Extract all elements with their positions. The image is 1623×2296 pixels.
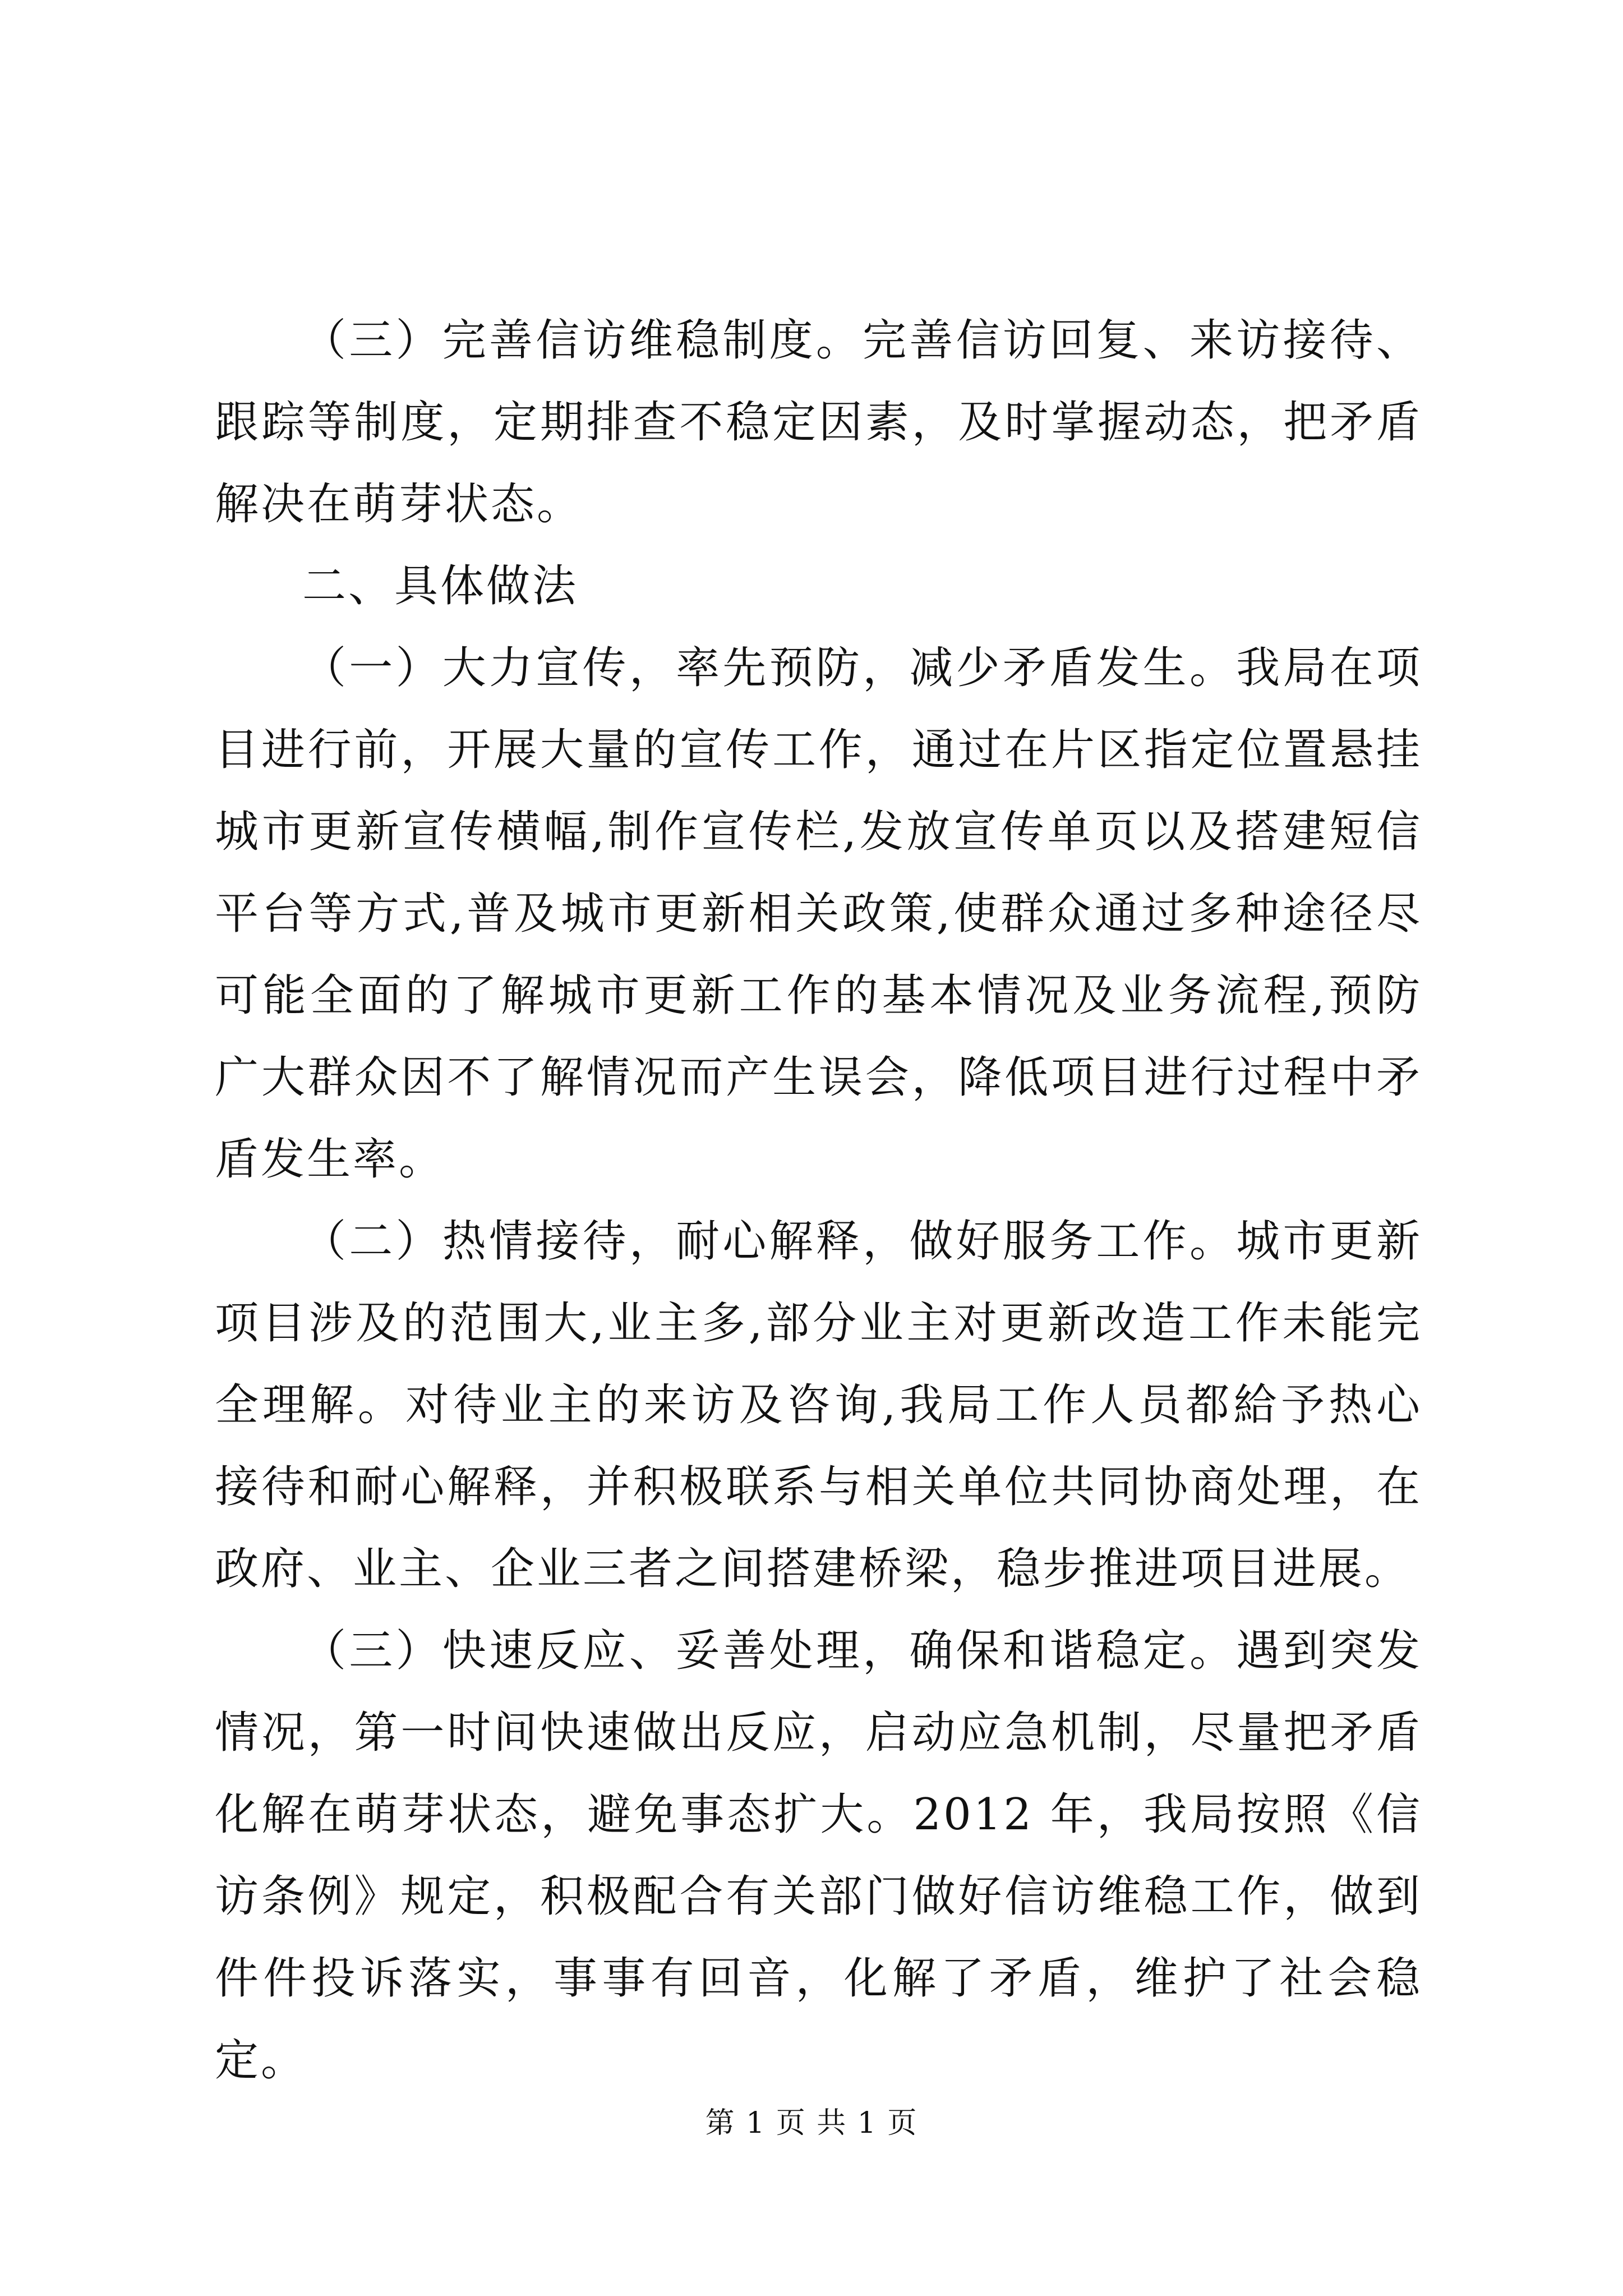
section-heading-specific-practices: 二、具体做法: [302, 561, 579, 611]
paragraph-improve-petition-system: （三）完善信访维稳制度。完善信访回复、来访接待、跟踪等制度，定期排查不稳定因素，及时掌握动态，把矛盾解决在萌芽状态。: [215, 315, 1422, 530]
page-footer: 第 1 页 共 1 页: [705, 2106, 918, 2140]
paragraph-rapid-response: （三）快速反应、妥善处理，确保和谐稳定。遇到突发情况，第一时间快速做出反应，启动应急机制，尽量把矛盾化解在萌芽状态，避免事态扩大。2012 年，我局按照《信访条例》规定，积极配合有关部门做好信访维稳工作，做到件件投诉落实，事事有回音，化解了矛盾，维护了社会稳定。: [215, 1626, 1422, 2086]
paragraph-reception-explanation: （二）热情接待，耐心解释，做好服务工作。城市更新项目涉及的范围大,业主多,部分业主对更新改造工作未能完全理解。对待业主的来访及咨询,我局工作人员都給予热心接待和耐心解释，并积极联系与相关单位共同协商处理，在政府、业主、企业三者之间搭建桥梁，稳步推进项目进展。: [215, 1216, 1422, 1594]
document-body: [215, 300, 1422, 2101]
paragraph-publicity-prevention: （一）大力宣传，率先预防，减少矛盾发生。我局在项目进行前，开展大量的宣传工作，通过在片区指定位置悬挂城市更新宣传横幅,制作宣传栏,发放宣传单页以及搭建短信平台等方式,普及城市更新相关政策,使群众通过多种途径尽可能全面的了解城市更新工作的基本情况及业务流程,预防广大群众因不了解情况而产生误会，降低项目进行过程中矛盾发生率。: [215, 643, 1422, 1185]
